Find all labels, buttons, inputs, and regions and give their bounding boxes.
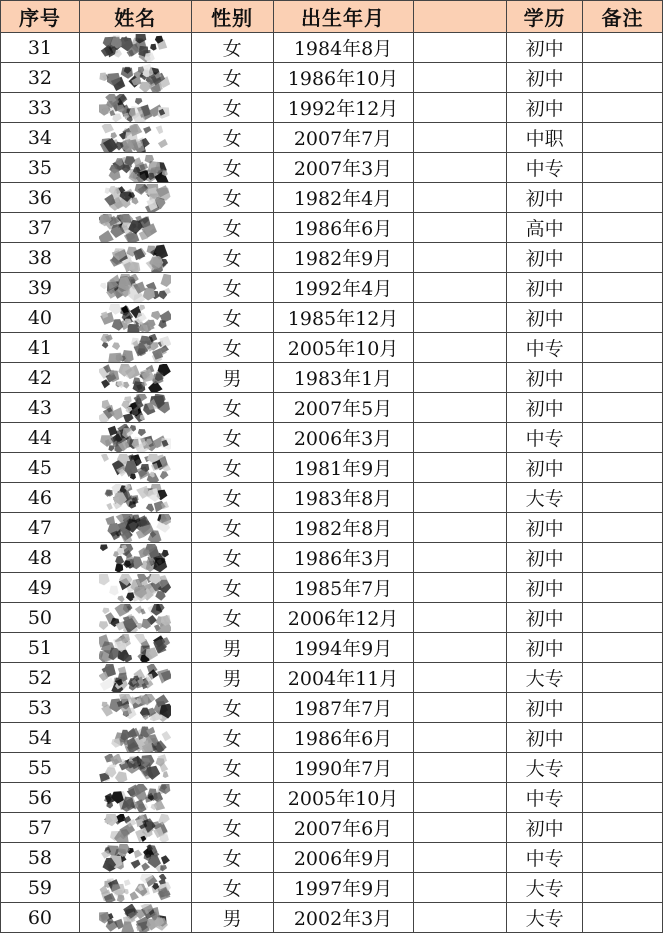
cell-edu: 大专 — [507, 483, 583, 513]
cell-seq: 54 — [1, 723, 80, 753]
cell-edu: 大专 — [507, 753, 583, 783]
cell-birth: 1986年10月 — [273, 63, 413, 93]
redaction-mosaic — [99, 634, 171, 662]
table-row — [1, 603, 663, 633]
redaction-mosaic — [99, 64, 171, 92]
cell-note — [583, 213, 663, 243]
cell-note — [583, 843, 663, 873]
cell-edu: 中专 — [507, 843, 583, 873]
cell-gender: 女 — [191, 873, 273, 903]
cell-name-redacted — [79, 123, 191, 153]
cell-gender: 男 — [191, 363, 273, 393]
table-row — [1, 903, 663, 933]
cell-seq: 52 — [1, 663, 80, 693]
cell-note — [583, 153, 663, 183]
table-row — [1, 333, 663, 363]
cell-blank — [413, 213, 507, 243]
cell-gender: 女 — [191, 483, 273, 513]
cell-name-redacted — [79, 573, 191, 603]
table-row — [1, 183, 663, 213]
cell-seq: 40 — [1, 303, 80, 333]
cell-name-redacted — [79, 153, 191, 183]
cell-blank — [413, 393, 507, 423]
cell-note — [583, 633, 663, 663]
cell-edu: 初中 — [507, 573, 583, 603]
redaction-mosaic — [99, 844, 171, 872]
cell-note — [583, 813, 663, 843]
cell-name-redacted — [79, 483, 191, 513]
cell-gender: 女 — [191, 243, 273, 273]
cell-gender: 女 — [191, 213, 273, 243]
cell-name-redacted — [79, 453, 191, 483]
cell-name-redacted — [79, 903, 191, 933]
redaction-mosaic — [99, 694, 171, 722]
cell-birth: 1986年3月 — [273, 543, 413, 573]
cell-birth: 1990年7月 — [273, 753, 413, 783]
cell-birth: 2006年9月 — [273, 843, 413, 873]
cell-name-redacted — [79, 843, 191, 873]
redaction-mosaic — [99, 544, 171, 572]
table-row — [1, 573, 663, 603]
cell-note — [583, 723, 663, 753]
cell-gender: 女 — [191, 783, 273, 813]
cell-edu: 初中 — [507, 543, 583, 573]
redaction-mosaic — [99, 214, 171, 242]
cell-note — [583, 183, 663, 213]
cell-name-redacted — [79, 33, 191, 63]
cell-birth: 2005年10月 — [273, 783, 413, 813]
cell-gender: 女 — [191, 693, 273, 723]
cell-blank — [413, 753, 507, 783]
redaction-mosaic — [99, 874, 171, 902]
table-row — [1, 273, 663, 303]
table-row — [1, 633, 663, 663]
cell-blank — [413, 723, 507, 753]
table-row — [1, 783, 663, 813]
cell-birth: 2004年11月 — [273, 663, 413, 693]
header-birth: 出生年月 — [273, 1, 413, 33]
table-row — [1, 873, 663, 903]
cell-blank — [413, 153, 507, 183]
cell-birth: 1982年4月 — [273, 183, 413, 213]
redaction-mosaic — [99, 424, 171, 452]
cell-edu: 初中 — [507, 243, 583, 273]
cell-seq: 57 — [1, 813, 80, 843]
cell-birth: 1983年8月 — [273, 483, 413, 513]
redaction-mosaic — [99, 124, 171, 152]
cell-edu: 高中 — [507, 213, 583, 243]
cell-name-redacted — [79, 633, 191, 663]
table-row — [1, 843, 663, 873]
cell-seq: 51 — [1, 633, 80, 663]
table-row — [1, 423, 663, 453]
cell-birth: 2007年6月 — [273, 813, 413, 843]
table-row — [1, 93, 663, 123]
cell-birth: 1982年9月 — [273, 243, 413, 273]
header-note: 备注 — [583, 1, 663, 33]
cell-blank — [413, 333, 507, 363]
cell-birth: 2007年7月 — [273, 123, 413, 153]
cell-gender: 男 — [191, 903, 273, 933]
table-row — [1, 513, 663, 543]
table-row — [1, 33, 663, 63]
cell-blank — [413, 33, 507, 63]
cell-blank — [413, 303, 507, 333]
cell-edu: 中职 — [507, 123, 583, 153]
cell-name-redacted — [79, 873, 191, 903]
cell-edu: 初中 — [507, 93, 583, 123]
cell-birth: 1981年9月 — [273, 453, 413, 483]
cell-gender: 女 — [191, 153, 273, 183]
cell-note — [583, 33, 663, 63]
table-row — [1, 243, 663, 273]
cell-edu: 初中 — [507, 33, 583, 63]
cell-note — [583, 363, 663, 393]
cell-blank — [413, 903, 507, 933]
cell-edu: 中专 — [507, 423, 583, 453]
cell-edu: 初中 — [507, 603, 583, 633]
table-row — [1, 693, 663, 723]
cell-gender: 男 — [191, 663, 273, 693]
cell-gender: 女 — [191, 123, 273, 153]
cell-edu: 初中 — [507, 393, 583, 423]
cell-birth: 1985年7月 — [273, 573, 413, 603]
cell-gender: 女 — [191, 723, 273, 753]
cell-blank — [413, 693, 507, 723]
cell-blank — [413, 363, 507, 393]
cell-gender: 女 — [191, 603, 273, 633]
cell-name-redacted — [79, 63, 191, 93]
cell-seq: 49 — [1, 573, 80, 603]
cell-seq: 39 — [1, 273, 80, 303]
header-row — [1, 1, 663, 33]
cell-edu: 初中 — [507, 813, 583, 843]
cell-edu: 中专 — [507, 333, 583, 363]
cell-seq: 33 — [1, 93, 80, 123]
redaction-mosaic — [99, 514, 171, 542]
cell-note — [583, 903, 663, 933]
cell-edu: 初中 — [507, 273, 583, 303]
cell-gender: 女 — [191, 813, 273, 843]
cell-edu: 大专 — [507, 903, 583, 933]
cell-name-redacted — [79, 813, 191, 843]
table-row — [1, 453, 663, 483]
cell-edu: 大专 — [507, 873, 583, 903]
cell-note — [583, 423, 663, 453]
redaction-mosaic — [99, 334, 171, 362]
cell-blank — [413, 843, 507, 873]
cell-edu: 初中 — [507, 363, 583, 393]
header-seq: 序号 — [1, 1, 80, 33]
cell-gender: 女 — [191, 423, 273, 453]
cell-note — [583, 663, 663, 693]
table-row — [1, 543, 663, 573]
cell-seq: 31 — [1, 33, 80, 63]
cell-gender: 男 — [191, 633, 273, 663]
cell-blank — [413, 633, 507, 663]
table-row — [1, 663, 663, 693]
cell-birth: 1992年4月 — [273, 273, 413, 303]
table-row — [1, 753, 663, 783]
table-row — [1, 153, 663, 183]
cell-seq: 59 — [1, 873, 80, 903]
table-row — [1, 363, 663, 393]
redaction-mosaic — [99, 454, 171, 482]
cell-note — [583, 573, 663, 603]
cell-birth: 1986年6月 — [273, 213, 413, 243]
cell-gender: 女 — [191, 843, 273, 873]
cell-blank — [413, 513, 507, 543]
cell-edu: 初中 — [507, 453, 583, 483]
cell-blank — [413, 183, 507, 213]
cell-note — [583, 273, 663, 303]
redaction-mosaic — [99, 664, 171, 692]
cell-blank — [413, 573, 507, 603]
cell-seq: 47 — [1, 513, 80, 543]
cell-edu: 中专 — [507, 153, 583, 183]
redaction-mosaic — [99, 814, 171, 842]
cell-note — [583, 93, 663, 123]
cell-edu: 初中 — [507, 63, 583, 93]
cell-name-redacted — [79, 273, 191, 303]
cell-name-redacted — [79, 723, 191, 753]
cell-name-redacted — [79, 543, 191, 573]
cell-name-redacted — [79, 603, 191, 633]
cell-seq: 53 — [1, 693, 80, 723]
cell-seq: 58 — [1, 843, 80, 873]
redaction-mosaic — [99, 34, 171, 62]
cell-name-redacted — [79, 183, 191, 213]
cell-note — [583, 333, 663, 363]
redaction-mosaic — [99, 724, 171, 752]
cell-seq: 35 — [1, 153, 80, 183]
table-row — [1, 393, 663, 423]
table-row — [1, 123, 663, 153]
redaction-mosaic — [99, 184, 171, 212]
table-row — [1, 303, 663, 333]
cell-name-redacted — [79, 393, 191, 423]
cell-gender: 女 — [191, 63, 273, 93]
cell-birth: 1994年9月 — [273, 633, 413, 663]
redaction-mosaic — [99, 154, 171, 182]
cell-birth: 2007年5月 — [273, 393, 413, 423]
cell-edu: 初中 — [507, 633, 583, 663]
redaction-mosaic — [99, 274, 171, 302]
table-row — [1, 723, 663, 753]
redaction-mosaic — [99, 304, 171, 332]
cell-gender: 女 — [191, 573, 273, 603]
cell-seq: 32 — [1, 63, 80, 93]
cell-name-redacted — [79, 513, 191, 543]
cell-seq: 45 — [1, 453, 80, 483]
cell-blank — [413, 63, 507, 93]
cell-note — [583, 123, 663, 153]
cell-note — [583, 783, 663, 813]
cell-seq: 34 — [1, 123, 80, 153]
cell-edu: 初中 — [507, 693, 583, 723]
cell-blank — [413, 783, 507, 813]
cell-seq: 46 — [1, 483, 80, 513]
cell-note — [583, 753, 663, 783]
cell-edu: 大专 — [507, 663, 583, 693]
cell-gender: 女 — [191, 393, 273, 423]
cell-name-redacted — [79, 93, 191, 123]
header-gender: 性别 — [191, 1, 273, 33]
cell-birth: 1987年7月 — [273, 693, 413, 723]
cell-name-redacted — [79, 663, 191, 693]
cell-edu: 初中 — [507, 183, 583, 213]
cell-note — [583, 303, 663, 333]
cell-gender: 女 — [191, 183, 273, 213]
cell-birth: 1984年8月 — [273, 33, 413, 63]
cell-seq: 56 — [1, 783, 80, 813]
cell-blank — [413, 423, 507, 453]
cell-birth: 1985年12月 — [273, 303, 413, 333]
cell-edu: 初中 — [507, 723, 583, 753]
redaction-mosaic — [99, 604, 171, 632]
redaction-mosaic — [99, 754, 171, 782]
redaction-mosaic — [99, 904, 171, 932]
cell-seq: 42 — [1, 363, 80, 393]
cell-note — [583, 63, 663, 93]
cell-birth: 1983年1月 — [273, 363, 413, 393]
cell-birth: 2006年3月 — [273, 423, 413, 453]
cell-edu: 初中 — [507, 513, 583, 543]
cell-birth: 1997年9月 — [273, 873, 413, 903]
cell-blank — [413, 453, 507, 483]
cell-gender: 女 — [191, 93, 273, 123]
cell-seq: 48 — [1, 543, 80, 573]
cell-note — [583, 513, 663, 543]
cell-gender: 女 — [191, 453, 273, 483]
cell-note — [583, 693, 663, 723]
cell-note — [583, 603, 663, 633]
cell-note — [583, 543, 663, 573]
header-blank — [413, 1, 507, 33]
cell-note — [583, 243, 663, 273]
cell-name-redacted — [79, 783, 191, 813]
cell-birth: 2007年3月 — [273, 153, 413, 183]
cell-blank — [413, 483, 507, 513]
redaction-mosaic — [99, 94, 171, 122]
cell-seq: 38 — [1, 243, 80, 273]
cell-gender: 女 — [191, 303, 273, 333]
cell-birth: 1986年6月 — [273, 723, 413, 753]
cell-seq: 36 — [1, 183, 80, 213]
cell-gender: 女 — [191, 333, 273, 363]
cell-name-redacted — [79, 303, 191, 333]
table-row — [1, 813, 663, 843]
table-row — [1, 213, 663, 243]
cell-blank — [413, 273, 507, 303]
cell-note — [583, 873, 663, 903]
cell-name-redacted — [79, 333, 191, 363]
cell-birth: 1992年12月 — [273, 93, 413, 123]
cell-birth: 2002年3月 — [273, 903, 413, 933]
table-row — [1, 483, 663, 513]
cell-seq: 55 — [1, 753, 80, 783]
cell-seq: 60 — [1, 903, 80, 933]
cell-note — [583, 453, 663, 483]
cell-name-redacted — [79, 363, 191, 393]
cell-note — [583, 393, 663, 423]
cell-blank — [413, 663, 507, 693]
cell-name-redacted — [79, 753, 191, 783]
redaction-mosaic — [99, 484, 171, 512]
cell-blank — [413, 873, 507, 903]
cell-birth: 2005年10月 — [273, 333, 413, 363]
cell-edu: 初中 — [507, 303, 583, 333]
header-name: 姓名 — [79, 1, 191, 33]
redaction-mosaic — [99, 244, 171, 272]
cell-seq: 41 — [1, 333, 80, 363]
cell-seq: 44 — [1, 423, 80, 453]
cell-name-redacted — [79, 693, 191, 723]
cell-blank — [413, 243, 507, 273]
cell-name-redacted — [79, 243, 191, 273]
cell-blank — [413, 93, 507, 123]
header-edu: 学历 — [507, 1, 583, 33]
redaction-mosaic — [99, 784, 171, 812]
cell-gender: 女 — [191, 273, 273, 303]
cell-name-redacted — [79, 423, 191, 453]
cell-birth: 1982年8月 — [273, 513, 413, 543]
cell-blank — [413, 123, 507, 153]
cell-blank — [413, 813, 507, 843]
cell-seq: 43 — [1, 393, 80, 423]
cell-note — [583, 483, 663, 513]
cell-birth: 2006年12月 — [273, 603, 413, 633]
cell-gender: 女 — [191, 753, 273, 783]
cell-gender: 女 — [191, 33, 273, 63]
cell-edu: 中专 — [507, 783, 583, 813]
cell-gender: 女 — [191, 513, 273, 543]
cell-gender: 女 — [191, 543, 273, 573]
cell-blank — [413, 603, 507, 633]
cell-seq: 37 — [1, 213, 80, 243]
cell-name-redacted — [79, 213, 191, 243]
cell-seq: 50 — [1, 603, 80, 633]
table-row — [1, 63, 663, 93]
redaction-mosaic — [99, 394, 171, 422]
redaction-mosaic — [99, 364, 171, 392]
redaction-mosaic — [99, 574, 171, 602]
cell-blank — [413, 543, 507, 573]
